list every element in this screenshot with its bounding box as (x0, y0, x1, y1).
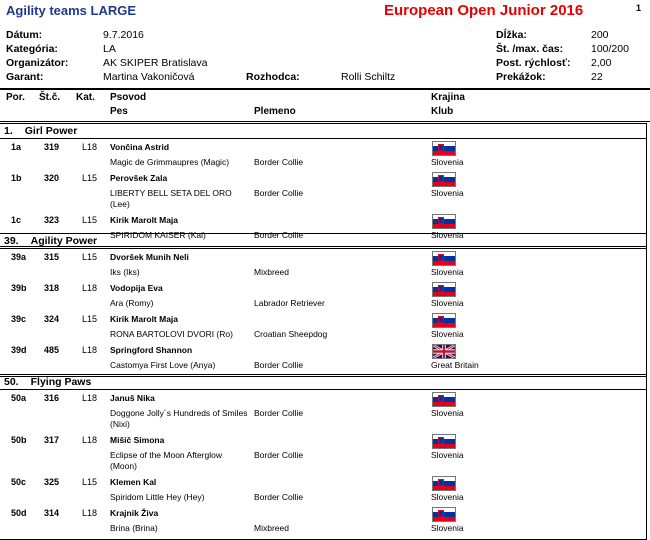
rozhodca-label: Rozhodca: (246, 71, 300, 83)
dlzka-value: 200 (591, 29, 609, 41)
member-breed: Border Collie (254, 157, 304, 167)
flag-si-icon (432, 392, 456, 407)
team-title (4, 235, 97, 247)
member-handler: Kirik Marolt Maja (110, 314, 179, 324)
member-position: 39b (11, 283, 27, 293)
member-handler: Dvoršek Munih Neli (110, 252, 189, 262)
member-start-number: 325 (44, 477, 60, 487)
member-dog: Castomya First Love (Anya) (110, 360, 216, 370)
member-country: Slovenia (431, 230, 464, 240)
team-title (4, 125, 77, 137)
member-position: 39c (11, 314, 27, 324)
member-breed: Mixbreed (254, 523, 289, 533)
member-start-number: 315 (44, 252, 60, 262)
member-category: L15 (82, 215, 98, 225)
member-country: Slovenia (431, 492, 464, 502)
col-kat: Kat. (76, 92, 95, 103)
event-title: European Open Junior 2016 (384, 2, 584, 19)
member-breed: Border Collie (254, 230, 304, 240)
header-bottom-rule (0, 121, 650, 122)
member-position: 1c (11, 215, 22, 225)
member-position: 39d (11, 345, 27, 355)
prekazok-label: Prekážok: (496, 71, 546, 83)
dlzka-label: Dĺžka: (496, 29, 527, 41)
cas-label: Št. /max. čas: (496, 43, 564, 55)
rozhodca-value: Rolli Schiltz (341, 71, 396, 83)
member-breed: Border Collie (254, 188, 304, 198)
garant-value: Martina Vakoničová (103, 71, 195, 83)
member-row (0, 390, 650, 432)
member-row (0, 170, 650, 212)
organizator-label: Organizátor: (6, 57, 69, 69)
member-category: L18 (82, 345, 98, 355)
col-stc: Št.č. (39, 92, 61, 103)
flag-gb-icon (432, 344, 456, 359)
rychlost-value: 2,00 (591, 57, 612, 69)
team-title (4, 376, 91, 388)
flag-si-icon (432, 214, 456, 229)
member-start-number: 485 (44, 345, 60, 355)
rychlost-label: Post. rýchlosť: (496, 57, 571, 69)
member-category: L15 (82, 252, 98, 262)
datum-value: 9.7.2016 (103, 29, 144, 41)
flag-si-icon (432, 434, 456, 449)
member-row (0, 311, 650, 342)
team-rank: 1. (4, 125, 13, 137)
member-start-number: 318 (44, 283, 60, 293)
member-handler: Januš Nika (110, 393, 155, 403)
member-country: Slovenia (431, 267, 464, 277)
member-position: 50c (11, 477, 27, 487)
col-pes: Pes (110, 106, 128, 117)
organizator-value: AK SKIPER Bratislava (103, 57, 208, 69)
team-name: Girl Power (24, 125, 78, 137)
member-category: L15 (82, 173, 98, 183)
kategoria-value: LA (103, 43, 116, 55)
page-number: 1 (636, 3, 642, 13)
team-rank: 50. (4, 376, 19, 388)
col-por: Por. (6, 92, 25, 103)
member-start-number: 317 (44, 435, 60, 445)
member-row (0, 280, 650, 311)
member-country: Slovenia (431, 329, 464, 339)
prekazok-value: 22 (591, 71, 603, 83)
team-name: Agility Power (30, 235, 98, 247)
member-row (0, 474, 650, 505)
garant-label: Garant: (6, 71, 44, 83)
member-row (0, 505, 650, 536)
col-plemeno: Plemeno (254, 106, 296, 117)
member-category: L18 (82, 142, 98, 152)
member-dog: Doggone Jolly´s Hundreds of Smiles (Nixi) (110, 408, 248, 429)
member-position: 50b (11, 435, 27, 445)
member-row (0, 342, 650, 373)
member-start-number: 316 (44, 393, 60, 403)
member-position: 50a (11, 393, 27, 403)
col-klub: Klub (431, 106, 454, 117)
member-breed: Border Collie (254, 450, 304, 460)
member-handler: Vončina Astrid (110, 142, 170, 152)
member-handler: Kirik Marolt Maja (110, 215, 179, 225)
member-country: Slovenia (431, 298, 464, 308)
member-dog: Magic de Grimmaupres (Magic) (110, 157, 230, 167)
member-dog: Ara (Romy) (110, 298, 154, 308)
member-position: 50d (11, 508, 27, 518)
member-breed: Border Collie (254, 492, 304, 502)
member-country: Slovenia (431, 450, 464, 460)
member-start-number: 314 (44, 508, 60, 518)
member-country: Slovenia (431, 157, 464, 167)
member-start-number: 319 (44, 142, 60, 152)
member-breed: Croatian Sheepdog (254, 329, 328, 339)
member-category: L15 (82, 477, 98, 487)
member-country: Slovenia (431, 188, 464, 198)
member-handler: Springford Shannon (110, 345, 193, 355)
flag-si-icon (432, 172, 456, 187)
member-category: L15 (82, 314, 98, 324)
member-position: 39a (11, 252, 27, 262)
member-handler: Perovšek Zala (110, 173, 168, 183)
flag-si-icon (432, 141, 456, 156)
member-category: L18 (82, 283, 98, 293)
member-dog: SPIRIDOM KAISER (Kai) (110, 230, 206, 240)
member-handler: Krajnik Živa (110, 508, 159, 518)
team-section (0, 233, 647, 377)
team-section (0, 123, 647, 247)
document-title: Agility teams LARGE (6, 3, 137, 18)
flag-si-icon (432, 476, 456, 491)
team-rank: 39. (4, 235, 19, 247)
member-handler: Klemen Kal (110, 477, 157, 487)
member-position: 1a (11, 142, 22, 152)
member-country: Great Britain (431, 360, 479, 370)
member-dog: Iks (Iks) (110, 267, 140, 277)
member-breed: Labrador Retriever (254, 298, 325, 308)
member-row (0, 139, 650, 170)
member-handler: Vodopija Eva (110, 283, 163, 293)
member-breed: Border Collie (254, 360, 304, 370)
flag-si-icon (432, 313, 456, 328)
member-category: L18 (82, 435, 98, 445)
col-krajina: Krajina (431, 92, 465, 103)
member-country: Slovenia (431, 408, 464, 418)
flag-si-icon (432, 282, 456, 297)
member-position: 1b (11, 173, 22, 183)
member-dog: Brina (Brina) (110, 523, 158, 533)
member-row (0, 249, 650, 280)
team-section (0, 374, 647, 540)
member-start-number: 323 (44, 215, 60, 225)
member-country: Slovenia (431, 523, 464, 533)
team-name: Flying Paws (30, 376, 92, 388)
flag-si-icon (432, 507, 456, 522)
member-dog: Spiridom Little Hey (Hey) (110, 492, 205, 502)
member-handler: Mišič Simona (110, 435, 165, 445)
member-dog: LIBERTY BELL SETA DEL ORO (Lee) (110, 188, 232, 209)
member-dog: RONA BARTOLOVI DVORI (Ro) (110, 329, 233, 339)
member-dog: Eclipse of the Moon Afterglow (Moon) (110, 450, 222, 471)
member-start-number: 320 (44, 173, 60, 183)
datum-label: Dátum: (6, 29, 43, 41)
member-breed: Mixbreed (254, 267, 289, 277)
header-top-rule (0, 88, 650, 90)
member-row (0, 432, 650, 474)
kategoria-label: Kategória: (6, 43, 58, 55)
col-psovod: Psovod (110, 92, 147, 103)
member-category: L18 (82, 393, 98, 403)
cas-value: 100/200 (591, 43, 629, 55)
flag-si-icon (432, 251, 456, 266)
member-breed: Border Collie (254, 408, 304, 418)
member-start-number: 324 (44, 314, 60, 324)
member-category: L18 (82, 508, 98, 518)
